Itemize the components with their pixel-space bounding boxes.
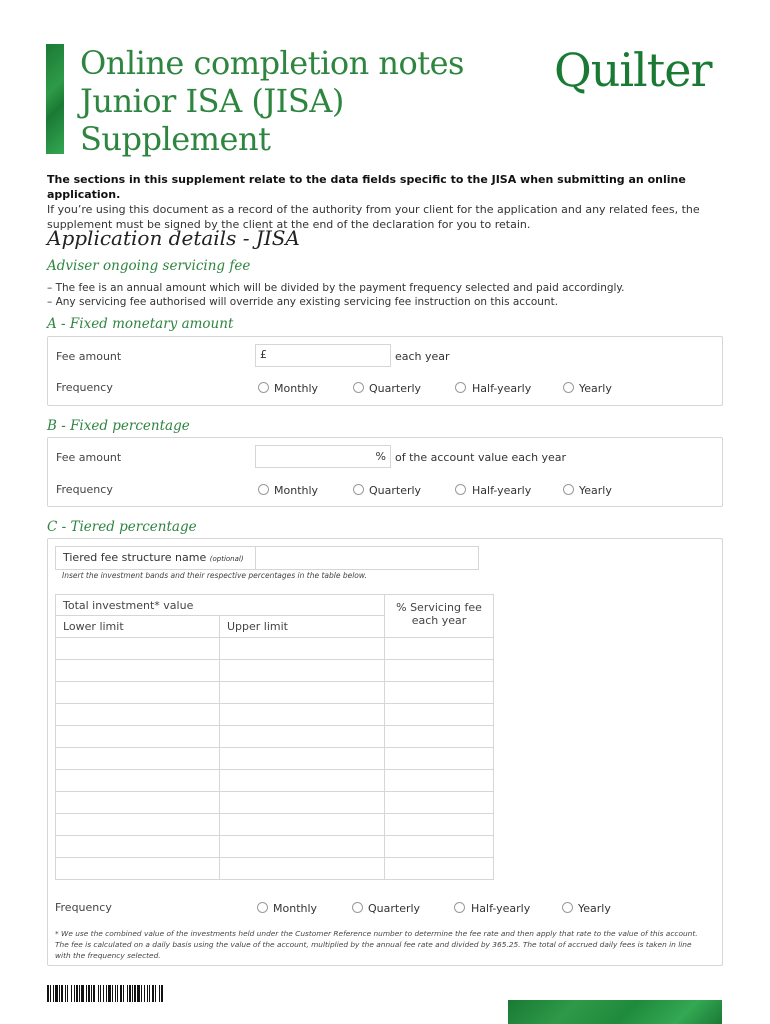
radio-yearly[interactable] bbox=[563, 382, 574, 393]
radio-yearly[interactable] bbox=[563, 484, 574, 495]
col-total-header: Total investment* value bbox=[56, 595, 385, 616]
title-line-3: Supplement bbox=[80, 120, 271, 158]
tier-lower-input[interactable] bbox=[56, 836, 220, 858]
radio-yearly[interactable] bbox=[562, 902, 573, 913]
radio-monthly[interactable] bbox=[258, 382, 269, 393]
tiered-name-row bbox=[55, 546, 479, 570]
tiered-name-label: Tiered fee structure name (optional) bbox=[63, 551, 244, 564]
barcode-bar bbox=[163, 985, 164, 1002]
tier-upper-input[interactable] bbox=[220, 858, 385, 880]
section-a-panel bbox=[47, 336, 723, 406]
tier-row bbox=[56, 858, 494, 880]
tier-upper-input[interactable] bbox=[220, 682, 385, 704]
tier-row bbox=[56, 682, 494, 704]
frequency-label: Frequency bbox=[56, 483, 113, 496]
quilter-logo: Quilter bbox=[554, 43, 712, 97]
section-title: Application details - JISA bbox=[47, 226, 300, 250]
insert-note: Insert the investment bands and their respective percentages in the table below. bbox=[62, 571, 367, 580]
radio-half-yearly[interactable] bbox=[455, 484, 466, 495]
radio-label-monthly: Monthly bbox=[274, 382, 319, 395]
section-b-panel bbox=[47, 437, 723, 507]
radio-label-half-yearly: Half-yearly bbox=[472, 484, 532, 497]
radio-label-monthly: Monthly bbox=[274, 484, 319, 497]
tier-row bbox=[56, 770, 494, 792]
tier-upper-input[interactable] bbox=[220, 836, 385, 858]
tier-lower-input[interactable] bbox=[56, 704, 220, 726]
tier-row bbox=[56, 638, 494, 660]
radio-label-quarterly: Quarterly bbox=[368, 902, 421, 915]
page-title bbox=[80, 44, 464, 158]
optional-note: (optional) bbox=[209, 555, 244, 563]
footer-brand-band bbox=[508, 1000, 722, 1024]
section-c-title: C - Tiered percentage bbox=[47, 519, 197, 535]
tier-lower-input[interactable] bbox=[56, 726, 220, 748]
tier-upper-input[interactable] bbox=[220, 726, 385, 748]
tier-upper-input[interactable] bbox=[220, 814, 385, 836]
frequency-label: Frequency bbox=[56, 381, 113, 394]
tier-upper-input[interactable] bbox=[220, 770, 385, 792]
tier-upper-input[interactable] bbox=[220, 660, 385, 682]
title-line-1: Online completion notes bbox=[80, 44, 464, 82]
radio-monthly[interactable] bbox=[258, 484, 269, 495]
title-line-2: Junior ISA (JISA) bbox=[80, 82, 344, 120]
currency-symbol: £ bbox=[260, 348, 267, 361]
section-a-title: A - Fixed monetary amount bbox=[47, 316, 234, 332]
barcode bbox=[47, 985, 164, 1002]
account-value-text: of the account value each year bbox=[395, 451, 567, 464]
intro-text bbox=[47, 172, 727, 232]
footnote: * We use the combined value of the investments held under the Customer Reference number to determine the fee rate and then apply that rate to the value of this account. The fee is calculated on a daily basis using the value of the account, multiplied by the annual fee rate and divided by 365.25. The total of accrued daily fees is taken in line with the frequency selected. bbox=[55, 929, 698, 960]
tier-pct-input[interactable] bbox=[385, 770, 494, 792]
tier-pct-input[interactable] bbox=[385, 704, 494, 726]
tier-pct-input[interactable] bbox=[385, 858, 494, 880]
radio-label-half-yearly: Half-yearly bbox=[471, 902, 531, 915]
col-upper-header: Upper limit bbox=[220, 616, 385, 638]
radio-label-yearly: Yearly bbox=[578, 902, 611, 915]
fee-percentage-input[interactable] bbox=[255, 445, 391, 468]
tier-lower-input[interactable] bbox=[56, 858, 220, 880]
radio-label-half-yearly: Half-yearly bbox=[472, 382, 532, 395]
tier-upper-input[interactable] bbox=[220, 638, 385, 660]
radio-half-yearly[interactable] bbox=[455, 382, 466, 393]
col-lower-header: Lower limit bbox=[56, 616, 220, 638]
tier-lower-input[interactable] bbox=[56, 748, 220, 770]
tier-lower-input[interactable] bbox=[56, 638, 220, 660]
bullet-item: – Any servicing fee authorised will override any existing servicing fee instruction on this account. bbox=[47, 296, 559, 308]
tier-row bbox=[56, 836, 494, 858]
radio-quarterly[interactable] bbox=[353, 484, 364, 495]
tier-upper-input[interactable] bbox=[220, 704, 385, 726]
tier-pct-input[interactable] bbox=[385, 660, 494, 682]
frequency-label: Frequency bbox=[55, 901, 112, 914]
tier-lower-input[interactable] bbox=[56, 682, 220, 704]
adviser-fee-title: Adviser ongoing servicing fee bbox=[47, 258, 251, 274]
radio-quarterly[interactable] bbox=[352, 902, 363, 913]
section-b-title: B - Fixed percentage bbox=[47, 418, 190, 434]
fee-amount-label: Fee amount bbox=[56, 451, 122, 464]
tier-row bbox=[56, 704, 494, 726]
tier-lower-input[interactable] bbox=[56, 792, 220, 814]
fee-amount-label: Fee amount bbox=[56, 350, 122, 363]
tiers-table bbox=[55, 594, 494, 880]
tier-pct-input[interactable] bbox=[385, 814, 494, 836]
tier-pct-input[interactable] bbox=[385, 748, 494, 770]
col-pct-header: % Servicing fee each year bbox=[385, 595, 494, 638]
tiered-name-input[interactable] bbox=[255, 547, 478, 569]
tier-row bbox=[56, 792, 494, 814]
tier-lower-input[interactable] bbox=[56, 814, 220, 836]
intro-lead: The sections in this supplement relate to the data fields specific to the JISA when submitting an online application. bbox=[47, 173, 686, 201]
fee-bullets bbox=[47, 281, 625, 309]
bullet-item: – The fee is an annual amount which will be divided by the payment frequency selected and paid accordingly. bbox=[47, 282, 625, 294]
percent-symbol: % bbox=[375, 450, 386, 463]
radio-monthly[interactable] bbox=[257, 902, 268, 913]
tier-row bbox=[56, 748, 494, 770]
tier-pct-input[interactable] bbox=[385, 726, 494, 748]
radio-label-monthly: Monthly bbox=[273, 902, 318, 915]
radio-label-quarterly: Quarterly bbox=[369, 382, 422, 395]
header-accent-bar bbox=[46, 44, 64, 154]
tier-pct-input[interactable] bbox=[385, 792, 494, 814]
tier-upper-input[interactable] bbox=[220, 748, 385, 770]
radio-label-yearly: Yearly bbox=[579, 484, 612, 497]
tier-row bbox=[56, 660, 494, 682]
radio-label-quarterly: Quarterly bbox=[369, 484, 422, 497]
tier-upper-input[interactable] bbox=[220, 792, 385, 814]
tier-pct-input[interactable] bbox=[385, 682, 494, 704]
radio-half-yearly[interactable] bbox=[454, 902, 465, 913]
tier-row bbox=[56, 814, 494, 836]
each-year-text: each year bbox=[395, 350, 450, 363]
tier-lower-input[interactable] bbox=[56, 770, 220, 792]
radio-label-yearly: Yearly bbox=[579, 382, 612, 395]
intro-body: If you’re using this document as a record of the authority from your client for the application and any related fees, the supplement must be signed by the client at the end of the declaration for you to retain. bbox=[47, 203, 700, 231]
tier-row bbox=[56, 726, 494, 748]
tier-lower-input[interactable] bbox=[56, 660, 220, 682]
radio-quarterly[interactable] bbox=[353, 382, 364, 393]
tier-pct-input[interactable] bbox=[385, 836, 494, 858]
fee-amount-input[interactable] bbox=[255, 344, 391, 367]
tier-pct-input[interactable] bbox=[385, 638, 494, 660]
